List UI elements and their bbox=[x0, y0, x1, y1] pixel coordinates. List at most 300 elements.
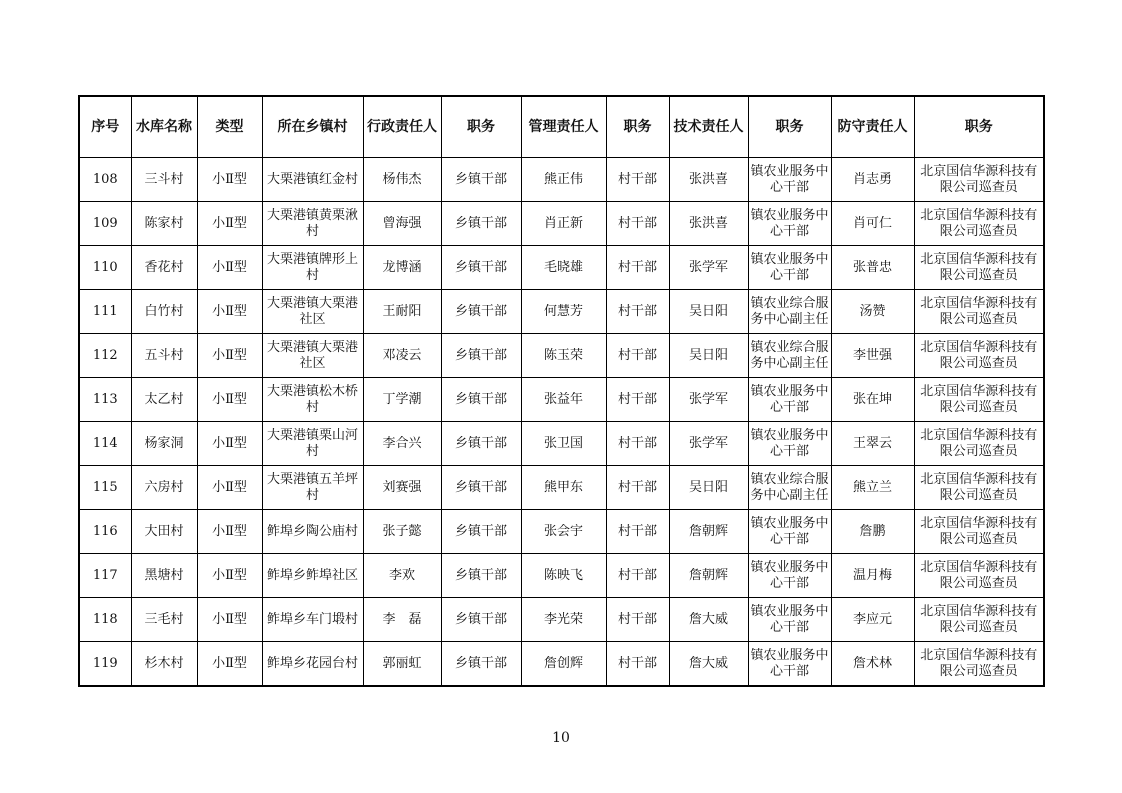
cell-defense-title bbox=[914, 158, 1044, 202]
cell-type bbox=[197, 246, 262, 290]
cell-index bbox=[79, 598, 131, 642]
cell-admin-person bbox=[363, 158, 441, 202]
cell-text: 曾海强 bbox=[382, 215, 422, 231]
cell-text: 北京国信华源科技有限公司巡查员 bbox=[920, 339, 1038, 371]
cell-admin-person bbox=[363, 642, 441, 687]
cell-reservoir-name bbox=[131, 554, 197, 598]
cell-admin-person bbox=[363, 598, 441, 642]
cell-text: 詹大威 bbox=[688, 655, 728, 671]
cell-text: 李 磊 bbox=[382, 611, 422, 627]
cell-index bbox=[79, 246, 131, 290]
cell-mgmt-person bbox=[521, 334, 606, 378]
cell-text: 张学军 bbox=[688, 391, 728, 407]
cell-text: 大栗港镇红金村 bbox=[266, 171, 358, 187]
cell-admin-person bbox=[363, 246, 441, 290]
header-defense-title: 职务 bbox=[914, 96, 1044, 158]
cell-admin-title bbox=[441, 246, 521, 290]
table-row bbox=[79, 466, 1044, 510]
cell-mgmt-person bbox=[521, 510, 606, 554]
cell-text: 李欢 bbox=[388, 567, 415, 583]
cell-type bbox=[197, 334, 262, 378]
header-type: 类型 bbox=[197, 96, 262, 158]
cell-text: 村干部 bbox=[617, 479, 657, 495]
cell-mgmt-person bbox=[521, 246, 606, 290]
cell-reservoir-name bbox=[131, 422, 197, 466]
cell-tech-person bbox=[669, 466, 748, 510]
header-admin-person: 行政责任人 bbox=[363, 96, 441, 158]
cell-text: 镇农业服务中心干部 bbox=[750, 603, 829, 635]
cell-text: 镇农业服务中心干部 bbox=[750, 383, 829, 415]
cell-text: 乡镇干部 bbox=[454, 347, 507, 363]
cell-defense-title bbox=[914, 334, 1044, 378]
cell-text: 杨伟杰 bbox=[382, 171, 422, 187]
cell-location bbox=[262, 290, 363, 334]
table-row bbox=[79, 554, 1044, 598]
cell-text: 邓凌云 bbox=[382, 347, 422, 363]
cell-text: 村干部 bbox=[617, 171, 657, 187]
cell-mgmt-title bbox=[606, 158, 669, 202]
cell-text: 杨家洞 bbox=[144, 435, 184, 451]
cell-mgmt-title bbox=[606, 422, 669, 466]
cell-text: 乡镇干部 bbox=[454, 303, 507, 319]
cell-tech-person bbox=[669, 510, 748, 554]
reservoir-responsibility-table bbox=[78, 95, 1045, 687]
cell-admin-person bbox=[363, 290, 441, 334]
cell-text: 村干部 bbox=[617, 391, 657, 407]
page-number: 10 bbox=[552, 730, 570, 746]
cell-text: 乡镇干部 bbox=[454, 391, 507, 407]
cell-text: 北京国信华源科技有限公司巡查员 bbox=[920, 163, 1038, 195]
cell-text: 北京国信华源科技有限公司巡查员 bbox=[920, 383, 1038, 415]
header-mgmt-title: 职务 bbox=[606, 96, 669, 158]
table-row bbox=[79, 422, 1044, 466]
cell-admin-person bbox=[363, 378, 441, 422]
cell-text: 张学军 bbox=[688, 435, 728, 451]
cell-text: 112 bbox=[92, 347, 118, 363]
cell-text: 肖志勇 bbox=[852, 171, 892, 187]
cell-text: 郭丽虹 bbox=[382, 655, 422, 671]
cell-defense-person bbox=[831, 334, 914, 378]
cell-text: 乡镇干部 bbox=[454, 611, 507, 627]
cell-text: 镇农业服务中心干部 bbox=[750, 559, 829, 591]
cell-text: 小Ⅱ型 bbox=[212, 391, 247, 407]
cell-text: 乡镇干部 bbox=[454, 259, 507, 275]
cell-tech-person bbox=[669, 290, 748, 334]
cell-reservoir-name bbox=[131, 290, 197, 334]
cell-mgmt-title bbox=[606, 202, 669, 246]
cell-text: 北京国信华源科技有限公司巡查员 bbox=[920, 427, 1038, 459]
cell-text: 小Ⅱ型 bbox=[212, 171, 247, 187]
cell-text: 村干部 bbox=[617, 215, 657, 231]
cell-tech-person bbox=[669, 642, 748, 687]
cell-text: 110 bbox=[92, 259, 118, 275]
cell-tech-title bbox=[748, 246, 831, 290]
cell-admin-title bbox=[441, 466, 521, 510]
cell-mgmt-person bbox=[521, 202, 606, 246]
cell-admin-person bbox=[363, 334, 441, 378]
cell-defense-person bbox=[831, 422, 914, 466]
cell-text: 六房村 bbox=[144, 479, 184, 495]
cell-text: 108 bbox=[92, 171, 118, 187]
cell-admin-person bbox=[363, 510, 441, 554]
cell-mgmt-person bbox=[521, 642, 606, 687]
cell-tech-person bbox=[669, 378, 748, 422]
cell-index bbox=[79, 422, 131, 466]
cell-mgmt-title bbox=[606, 642, 669, 687]
cell-text: 111 bbox=[92, 303, 118, 319]
cell-defense-title bbox=[914, 202, 1044, 246]
cell-text: 小Ⅱ型 bbox=[212, 259, 247, 275]
cell-mgmt-person bbox=[521, 378, 606, 422]
cell-text: 镇农业服务中心干部 bbox=[750, 515, 829, 547]
cell-text: 小Ⅱ型 bbox=[212, 347, 247, 363]
cell-text: 村干部 bbox=[617, 655, 657, 671]
cell-text: 镇农业综合服务中心副主任 bbox=[750, 339, 829, 371]
cell-location bbox=[262, 466, 363, 510]
cell-location bbox=[262, 158, 363, 202]
cell-text: 北京国信华源科技有限公司巡查员 bbox=[920, 295, 1038, 327]
cell-text: 詹大威 bbox=[688, 611, 728, 627]
cell-type bbox=[197, 554, 262, 598]
cell-text: 北京国信华源科技有限公司巡查员 bbox=[920, 559, 1038, 591]
cell-tech-title bbox=[748, 466, 831, 510]
cell-text: 小Ⅱ型 bbox=[212, 303, 247, 319]
cell-text: 毛晓雄 bbox=[543, 259, 583, 275]
cell-admin-person bbox=[363, 422, 441, 466]
header-location: 所在乡镇村 bbox=[262, 96, 363, 158]
cell-reservoir-name bbox=[131, 378, 197, 422]
cell-admin-title bbox=[441, 598, 521, 642]
cell-text: 115 bbox=[92, 479, 118, 495]
cell-mgmt-title bbox=[606, 510, 669, 554]
cell-mgmt-person bbox=[521, 158, 606, 202]
header-tech-title: 职务 bbox=[748, 96, 831, 158]
cell-index bbox=[79, 334, 131, 378]
cell-text: 乡镇干部 bbox=[454, 171, 507, 187]
cell-index bbox=[79, 378, 131, 422]
cell-mgmt-title bbox=[606, 334, 669, 378]
cell-text: 北京国信华源科技有限公司巡查员 bbox=[920, 471, 1038, 503]
table-row bbox=[79, 290, 1044, 334]
header-defense-person: 防守责任人 bbox=[831, 96, 914, 158]
cell-text: 熊甲东 bbox=[543, 479, 583, 495]
cell-tech-person bbox=[669, 158, 748, 202]
cell-defense-person bbox=[831, 202, 914, 246]
cell-text: 何慧芳 bbox=[543, 303, 583, 319]
cell-text: 小Ⅱ型 bbox=[212, 215, 247, 231]
cell-text: 詹创辉 bbox=[543, 655, 583, 671]
cell-text: 香花村 bbox=[144, 259, 184, 275]
cell-mgmt-person bbox=[521, 290, 606, 334]
cell-admin-title bbox=[441, 202, 521, 246]
cell-tech-person bbox=[669, 554, 748, 598]
cell-text: 村干部 bbox=[617, 435, 657, 451]
cell-text: 小Ⅱ型 bbox=[212, 435, 247, 451]
cell-text: 119 bbox=[92, 655, 118, 671]
cell-text: 大栗港镇大栗港社区 bbox=[266, 339, 358, 371]
header-reservoir-name: 水库名称 bbox=[131, 96, 197, 158]
cell-defense-person bbox=[831, 642, 914, 687]
cell-type bbox=[197, 202, 262, 246]
cell-mgmt-person bbox=[521, 466, 606, 510]
cell-text: 鲊埠乡花园台村 bbox=[266, 655, 358, 671]
cell-text: 镇农业综合服务中心副主任 bbox=[750, 471, 829, 503]
cell-mgmt-person bbox=[521, 422, 606, 466]
cell-defense-person bbox=[831, 466, 914, 510]
cell-text: 116 bbox=[92, 523, 118, 539]
cell-tech-person bbox=[669, 202, 748, 246]
cell-defense-title bbox=[914, 422, 1044, 466]
cell-text: 熊正伟 bbox=[543, 171, 583, 187]
table-header-row bbox=[79, 96, 1044, 158]
cell-defense-person bbox=[831, 290, 914, 334]
cell-text: 鲊埠乡陶公庙村 bbox=[266, 523, 358, 539]
cell-defense-title bbox=[914, 510, 1044, 554]
cell-type bbox=[197, 642, 262, 687]
cell-defense-person bbox=[831, 246, 914, 290]
cell-mgmt-title bbox=[606, 554, 669, 598]
cell-text: 乡镇干部 bbox=[454, 567, 507, 583]
cell-text: 汤赞 bbox=[859, 303, 886, 319]
cell-text: 乡镇干部 bbox=[454, 435, 507, 451]
cell-index bbox=[79, 642, 131, 687]
cell-defense-person bbox=[831, 510, 914, 554]
cell-text: 陈家村 bbox=[144, 215, 184, 231]
cell-text: 詹鹏 bbox=[859, 523, 886, 539]
cell-text: 张会宇 bbox=[543, 523, 583, 539]
cell-text: 乡镇干部 bbox=[454, 655, 507, 671]
cell-text: 乡镇干部 bbox=[454, 215, 507, 231]
cell-text: 五斗村 bbox=[144, 347, 184, 363]
cell-text: 大栗港镇松木桥村 bbox=[266, 383, 358, 415]
cell-text: 村干部 bbox=[617, 611, 657, 627]
cell-text: 太乙村 bbox=[144, 391, 184, 407]
cell-text: 张洪喜 bbox=[688, 215, 728, 231]
cell-text: 李世强 bbox=[852, 347, 892, 363]
table-row bbox=[79, 510, 1044, 554]
cell-admin-person bbox=[363, 466, 441, 510]
cell-reservoir-name bbox=[131, 334, 197, 378]
cell-text: 张学军 bbox=[688, 259, 728, 275]
cell-text: 鲊埠乡鲊埠社区 bbox=[266, 567, 358, 583]
table-row bbox=[79, 158, 1044, 202]
cell-text: 镇农业服务中心干部 bbox=[750, 647, 829, 679]
cell-index bbox=[79, 158, 131, 202]
cell-text: 大栗港镇大栗港社区 bbox=[266, 295, 358, 327]
cell-location bbox=[262, 510, 363, 554]
cell-type bbox=[197, 290, 262, 334]
cell-defense-title bbox=[914, 642, 1044, 687]
cell-text: 乡镇干部 bbox=[454, 479, 507, 495]
cell-tech-title bbox=[748, 642, 831, 687]
cell-text: 张在坤 bbox=[852, 391, 892, 407]
cell-tech-person bbox=[669, 334, 748, 378]
cell-index bbox=[79, 466, 131, 510]
cell-text: 黑塘村 bbox=[144, 567, 184, 583]
cell-text: 张子懿 bbox=[382, 523, 422, 539]
table-row bbox=[79, 334, 1044, 378]
cell-reservoir-name bbox=[131, 510, 197, 554]
cell-text: 三毛村 bbox=[144, 611, 184, 627]
cell-text: 詹朝辉 bbox=[688, 523, 728, 539]
cell-text: 村干部 bbox=[617, 567, 657, 583]
table-row bbox=[79, 202, 1044, 246]
cell-admin-title bbox=[441, 290, 521, 334]
cell-text: 吴日阳 bbox=[688, 479, 728, 495]
cell-location bbox=[262, 422, 363, 466]
cell-tech-person bbox=[669, 246, 748, 290]
cell-tech-person bbox=[669, 598, 748, 642]
cell-text: 龙博涵 bbox=[382, 259, 422, 275]
cell-admin-person bbox=[363, 202, 441, 246]
cell-defense-title bbox=[914, 598, 1044, 642]
cell-defense-person bbox=[831, 158, 914, 202]
cell-text: 小Ⅱ型 bbox=[212, 567, 247, 583]
cell-text: 白竹村 bbox=[144, 303, 184, 319]
cell-tech-title bbox=[748, 598, 831, 642]
cell-text: 王翠云 bbox=[852, 435, 892, 451]
cell-type bbox=[197, 158, 262, 202]
cell-admin-person bbox=[363, 554, 441, 598]
cell-text: 陈映飞 bbox=[543, 567, 583, 583]
cell-tech-title bbox=[748, 378, 831, 422]
cell-tech-title bbox=[748, 422, 831, 466]
cell-text: 李应元 bbox=[852, 611, 892, 627]
cell-tech-title bbox=[748, 510, 831, 554]
cell-text: 大栗港镇黄栗湫村 bbox=[266, 207, 358, 239]
cell-text: 北京国信华源科技有限公司巡查员 bbox=[920, 515, 1038, 547]
cell-text: 李光荣 bbox=[543, 611, 583, 627]
cell-text: 村干部 bbox=[617, 303, 657, 319]
cell-mgmt-person bbox=[521, 554, 606, 598]
cell-text: 北京国信华源科技有限公司巡查员 bbox=[920, 647, 1038, 679]
cell-text: 丁学潮 bbox=[382, 391, 422, 407]
table-row bbox=[79, 246, 1044, 290]
header-admin-title: 职务 bbox=[441, 96, 521, 158]
cell-defense-title bbox=[914, 246, 1044, 290]
header-mgmt-person: 管理责任人 bbox=[521, 96, 606, 158]
cell-text: 镇农业服务中心干部 bbox=[750, 207, 829, 239]
cell-defense-person bbox=[831, 554, 914, 598]
cell-admin-title bbox=[441, 378, 521, 422]
cell-admin-title bbox=[441, 422, 521, 466]
cell-mgmt-title bbox=[606, 378, 669, 422]
table-row bbox=[79, 378, 1044, 422]
cell-text: 镇农业综合服务中心副主任 bbox=[750, 295, 829, 327]
cell-type bbox=[197, 510, 262, 554]
cell-text: 王耐阳 bbox=[382, 303, 422, 319]
cell-location bbox=[262, 334, 363, 378]
cell-index bbox=[79, 202, 131, 246]
cell-text: 小Ⅱ型 bbox=[212, 611, 247, 627]
cell-defense-title bbox=[914, 378, 1044, 422]
cell-text: 北京国信华源科技有限公司巡查员 bbox=[920, 603, 1038, 635]
cell-reservoir-name bbox=[131, 642, 197, 687]
cell-text: 温月梅 bbox=[852, 567, 892, 583]
cell-text: 三斗村 bbox=[144, 171, 184, 187]
cell-location bbox=[262, 378, 363, 422]
cell-text: 陈玉荣 bbox=[543, 347, 583, 363]
cell-text: 大栗港镇栗山河村 bbox=[266, 427, 358, 459]
cell-mgmt-title bbox=[606, 598, 669, 642]
cell-text: 大田村 bbox=[144, 523, 184, 539]
cell-text: 小Ⅱ型 bbox=[212, 523, 247, 539]
cell-index bbox=[79, 290, 131, 334]
cell-defense-title bbox=[914, 554, 1044, 598]
cell-text: 北京国信华源科技有限公司巡查员 bbox=[920, 207, 1038, 239]
cell-text: 张卫国 bbox=[543, 435, 583, 451]
cell-text: 吴日阳 bbox=[688, 303, 728, 319]
cell-reservoir-name bbox=[131, 246, 197, 290]
cell-mgmt-title bbox=[606, 246, 669, 290]
cell-admin-title bbox=[441, 554, 521, 598]
cell-text: 镇农业服务中心干部 bbox=[750, 427, 829, 459]
cell-admin-title bbox=[441, 642, 521, 687]
cell-text: 小Ⅱ型 bbox=[212, 479, 247, 495]
cell-defense-title bbox=[914, 290, 1044, 334]
cell-tech-title bbox=[748, 290, 831, 334]
cell-text: 109 bbox=[92, 215, 118, 231]
cell-text: 114 bbox=[92, 435, 118, 451]
cell-text: 杉木村 bbox=[144, 655, 184, 671]
cell-location bbox=[262, 246, 363, 290]
table-row bbox=[79, 642, 1044, 687]
cell-text: 117 bbox=[92, 567, 118, 583]
cell-tech-title bbox=[748, 202, 831, 246]
cell-text: 鲊埠乡车门塅村 bbox=[266, 611, 358, 627]
cell-defense-title bbox=[914, 466, 1044, 510]
cell-tech-title bbox=[748, 554, 831, 598]
cell-tech-title bbox=[748, 334, 831, 378]
cell-reservoir-name bbox=[131, 202, 197, 246]
cell-text: 肖可仁 bbox=[852, 215, 892, 231]
cell-type bbox=[197, 466, 262, 510]
cell-text: 熊立兰 bbox=[852, 479, 892, 495]
cell-text: 张普忠 bbox=[852, 259, 892, 275]
cell-text: 村干部 bbox=[617, 347, 657, 363]
cell-mgmt-title bbox=[606, 466, 669, 510]
cell-text: 肖正新 bbox=[543, 215, 583, 231]
cell-text: 村干部 bbox=[617, 523, 657, 539]
header-tech-person: 技术责任人 bbox=[669, 96, 748, 158]
cell-text: 大栗港镇五羊坪村 bbox=[266, 471, 358, 503]
cell-tech-title bbox=[748, 158, 831, 202]
cell-text: 张益年 bbox=[543, 391, 583, 407]
cell-defense-person bbox=[831, 598, 914, 642]
cell-text: 113 bbox=[92, 391, 118, 407]
cell-text: 118 bbox=[92, 611, 118, 627]
cell-reservoir-name bbox=[131, 598, 197, 642]
cell-mgmt-title bbox=[606, 290, 669, 334]
cell-text: 小Ⅱ型 bbox=[212, 655, 247, 671]
cell-admin-title bbox=[441, 158, 521, 202]
cell-location bbox=[262, 642, 363, 687]
table-row bbox=[79, 598, 1044, 642]
cell-text: 詹术林 bbox=[852, 655, 892, 671]
cell-location bbox=[262, 598, 363, 642]
cell-tech-person bbox=[669, 422, 748, 466]
cell-text: 北京国信华源科技有限公司巡查员 bbox=[920, 251, 1038, 283]
cell-text: 镇农业服务中心干部 bbox=[750, 163, 829, 195]
cell-reservoir-name bbox=[131, 158, 197, 202]
cell-admin-title bbox=[441, 510, 521, 554]
cell-location bbox=[262, 202, 363, 246]
header-index: 序号 bbox=[79, 96, 131, 158]
cell-text: 刘赛强 bbox=[382, 479, 422, 495]
cell-text: 詹朝辉 bbox=[688, 567, 728, 583]
cell-text: 张洪喜 bbox=[688, 171, 728, 187]
cell-text: 李合兴 bbox=[382, 435, 422, 451]
